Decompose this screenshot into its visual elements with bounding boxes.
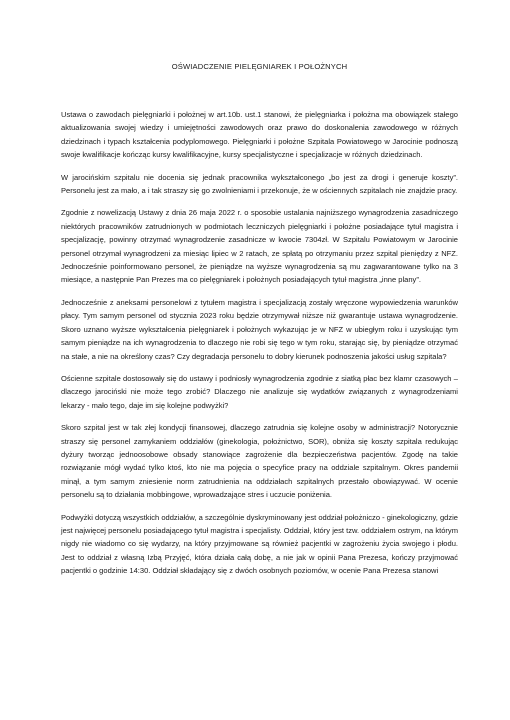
paragraph-6: Skoro szpital jest w tak złej kondycji finansowej, dlaczego zatrudnia się kolejne osoby w administracji? Notorycznie straszy się personel zamykaniem oddziałów (ginekologia, położnictwo, SOR), obniża się koszty szpitala redukując dyżury tworząc jednoosobowe obsady stanowiące zagrożenie dla bezpieczeństwa pacjentów. Zgodę na takie rozwiązanie mógł wydać tylko ktoś, kto nie ma pojęcia o specyfice pracy na oddziale szpitalnym. Okres pandemii minął, a tym samym zniesienie norm zatrudnienia na oddziałach szpitalnych przestało obowiązywać. W ocenie personelu są to działania mobbingowe, wprowadzające stres i uczucie poniżenia. (61, 423, 458, 500)
paragraph-1: Ustawa o zawodach pielęgniarki i położnej w art.10b. ust.1 stanowi, że pielęgniarka i położna ma obowiązek stałego aktualizowania swojej wiedzy i umiejętności zawodowych oraz prawo do doskonalenia zawodowego w różnych dziedzinach i typach kształcenia podyplomowego. Pielęgniarki i położne Szpitala Powiatowego w Jarocinie podnoszą swoje kwalifikacje kończąc kursy kwalifikacyjne, kursy specjalistyczne i specjalizacje w różnych dziedzinach. (61, 110, 458, 160)
paragraph-7: Podwyżki dotyczą wszystkich oddziałów, a szczególnie dyskryminowany jest oddział położniczo - ginekologiczny, gdzie jest najwięcej personelu posiadającego tytuł magistra i specjalisty. Oddział, który jest tzw. oddziałem ostrym, na którym nigdy nie wiadomo co się wydarzy, na który przyjmowane są również pacjentki w zagrożeniu życia swojego i płodu. Jest to oddział z własną Izbą Przyjęć, która działa całą dobę, a nie jak w opinii Pana Prezesa, kończy przyjmować pacjentki o godzinie 14:30. Oddział składający się z dwóch osobnych poziomów, w ocenie Pana Prezesa stanowi (61, 512, 458, 576)
paragraph-2: W jarocińskim szpitalu nie docenia się jednak pracownika wykształconego „bo jest za drogi i generuje koszty”. Personelu jest za mało, a i tak straszy się go zwolnieniami i przekonuje, że w ościennych szpitalach nie znajdzie pracy. (61, 172, 458, 196)
paragraph-4: Jednocześnie z aneksami personelowi z tytułem magistra i specjalizacją zostały wręczone wypowiedzenia warunków płacy. Tym samym personel od stycznia 2023 roku będzie otrzymywał niższe niż gwarantuje ustawa wynagrodzenie. Skoro uznano wyższe wykształcenia pielęgniarek i położnych wykazując je w NFZ w ubiegłym roku i uzyskując tym samym pieniądze na ich wynagrodzenia to dlaczego nie robi się tego w tym roku, starając się, by pieniądze otrzymać na stałe, a nie na określony czas? Czy degradacja personelu to dobry kierunek podnoszenia jakości usług szpitala? (61, 297, 458, 361)
document-title: OŚWIADCZENIE PIELĘGNIAREK I POŁOŻNYCH (171, 62, 348, 71)
paragraph-5: Ościenne szpitale dostosowały się do ustawy i podniosły wynagrodzenia zgodnie z siatką płac bez klamr czasowych – dlaczego jarociński nie może tego zrobić? Dlaczego nie analizuje się wydatków związanych z wynagrodzeniami lekarzy - mało tego, daje im się kolejne podwyżki? (61, 373, 458, 410)
paragraph-3: Zgodnie z nowelizacją Ustawy z dnia 26 maja 2022 r. o sposobie ustalania najniższego wynagrodzenia zasadniczego niektórych pracowników zatrudnionych w podmiotach leczniczych pielęgniarki i położne posiadające tytuł magistra i specjalizację, powinny otrzymać wynagrodzenie zasadnicze w kwocie 7304zł. W Szpitalu Powiatowym w Jarocinie personel otrzymał wynagrodzeni za miesiąc lipiec w 2 ratach, ze spłatą po otrzymaniu przez szpital pieniędzy z NFZ. Jednocześnie poinformowano personel, że pieniądze na wyższe wynagrodzenia są mu zagwarantowane tylko na 3 miesiące, a następnie Pan Prezes ma co pielęgniarek i położnych posiadających tytuł magistra „inne plany”. (61, 208, 458, 285)
